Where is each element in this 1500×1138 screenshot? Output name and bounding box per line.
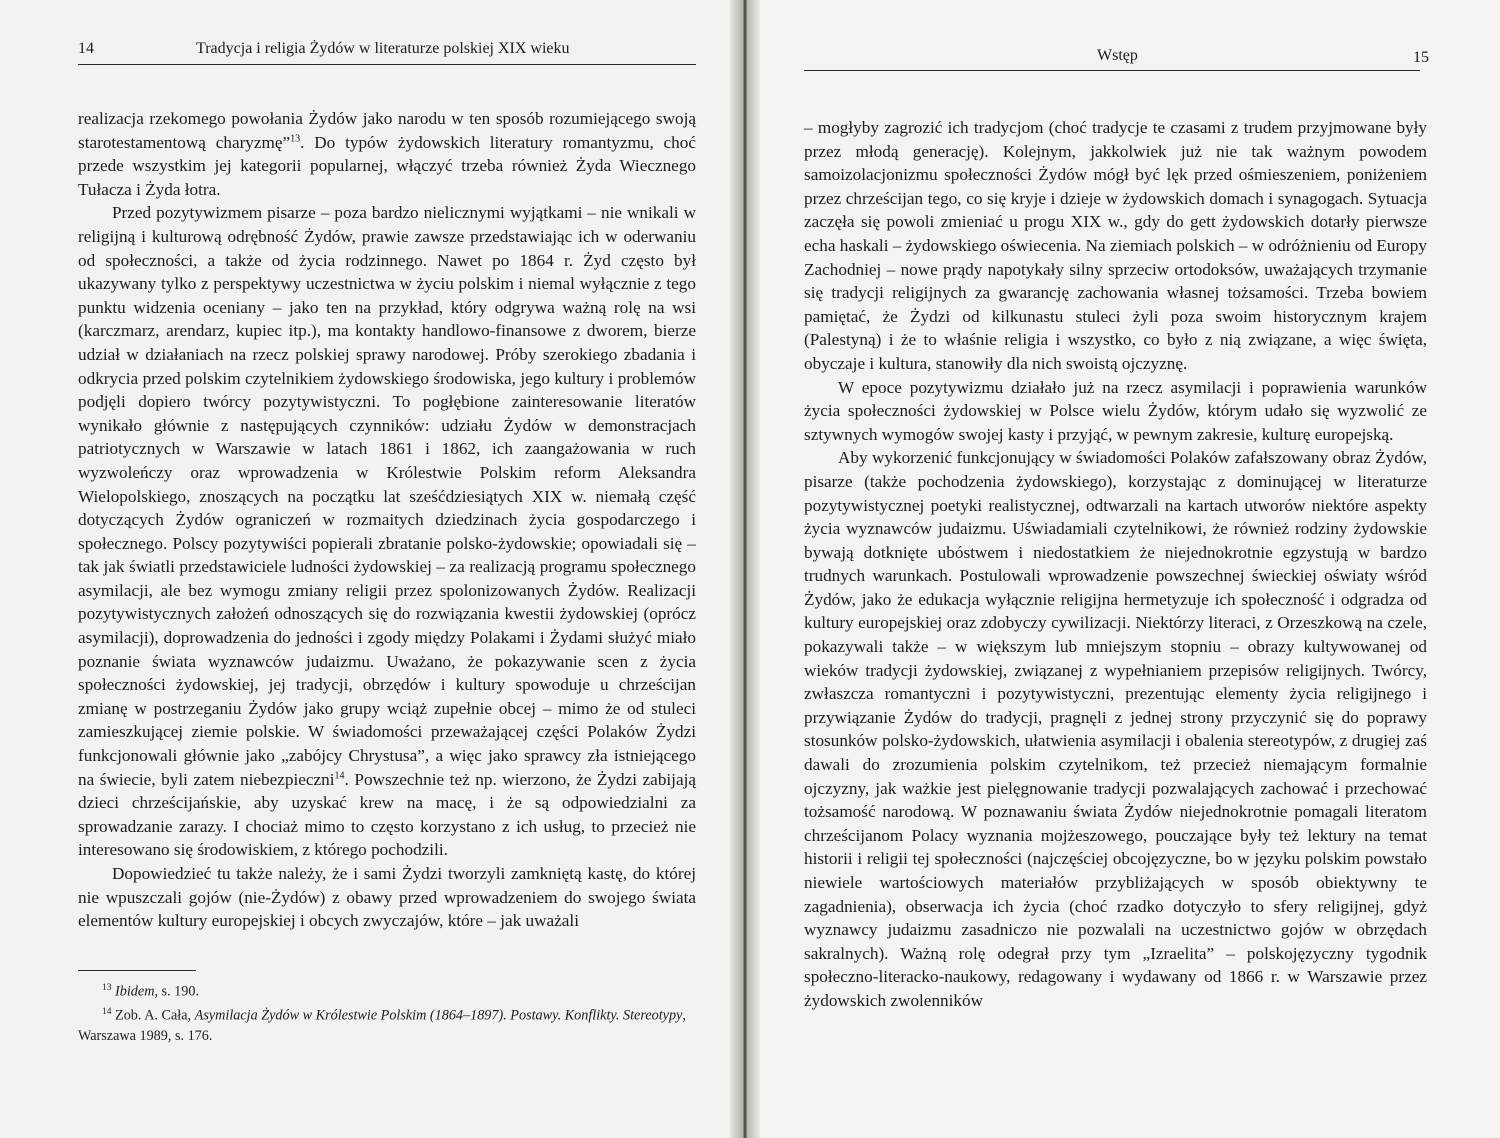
footnote-ref: 13	[290, 132, 301, 144]
paragraph: W epoce pozytywizmu działało już na rzecz asymilacji i poprawienia warunków życia społeczności żydowskiej w Polsce wielu Żydów, którym udało się wyzwolić ze sztywnych wymogów swojej kasty i przyjąć, w pewnym zakresie, kulturę europejską.	[804, 377, 1427, 444]
text-run: . Do typów żydowskich literatury romantyzmu, choć przede wszystkim jej kategorii popularnej, włączyć trzeba również Żyda Wiecznego Tułacza i Żyda łotra.	[78, 132, 696, 199]
text-run: Przed pozytywizmem pisarze – poza bardzo nielicznymi wyjątkami – nie wnikali w religijną i kulturową odrębność Żydów, prawie zawsze przedstawiając ich w oderwaniu od społeczności, a także od życia rodzinnego. Nawet po 1864 r. Żyd często był ukazywany tylko z perspektywy uczestnictwa w życiu polskim i niemal wyłącznie z tego punktu widzenia oceniany – jako ten na przykład, który odgrywa ważną rolę na wsi (karczmarz, arendarz, kupiec itp.), ma kontakty handlowo-finansowe z dworem, bierze udział w działaniach na rzecz polskiej sprawy narodowej. Próby szerokiego zbadania i odkrycia przed polskim czytelnikiem żydowskiego środowiska, jego kultury i problemów podjęli dopiero twórcy pozytywistyczni. To pogłębione zainteresowanie literatów wynikało głównie z następujących czynników: udziału Żydów w demonstracjach patriotycznych w Warszawie w latach 1861 i 1862, ich zaangażowania w ruch wyzwoleńczy oraz wprowadzenia w Królestwie Polskim reform Aleksandra Wielopolskiego, znoszących na początku lat sześćdziesiątych XIX w. niemałą część dotyczących Żydów ograniczeń w rozmaitych dziedzinach życia gospodarczego i społecznego. Polscy pozytywiści popierali zbratanie polsko-żydowskie; opowiadali się – tak jak światli przedstawiciele ludności żydowskiej – za realizacją programu społecznego asymilacji, ale bez wymogu zmiany religii przez spolonizowanych Żydów. Realizacji pozytywistycznych założeń odnoszących się do rozwiązania kwestii żydowskiej (oprócz asymilacji), doprowadzenia do jedności i zgody między Polakami i Żydami służyć miało poznanie świata wyznawców judaizmu. Uważano, że pokazywanie scen z życia społeczności żydowskiej, jej tradycji, obrzędów i kultury spowoduje u chrześcijan zmianę w postrzeganiu Żydów jako grupy wciąż zupełnie obcej – mimo że od stuleci zamieszkującej ziemie polskie. W świadomości przeważającej części Polaków Żydzi funkcjonowali głównie jako „zabójcy Chrystusa”, a więc jako sprawcy zła istniejącego na świecie, byli zatem niebezpieczni	[78, 203, 696, 789]
footnote-number: 14	[102, 1006, 112, 1017]
body-text	[78, 107, 696, 933]
footnote	[78, 978, 698, 1002]
footnote-ref: 14	[334, 769, 345, 781]
footnote-title: Ibidem	[115, 983, 155, 1000]
footnotes	[78, 978, 698, 1046]
footnote-text: , s. 190.	[154, 983, 199, 1000]
running-title: Wstęp	[1097, 47, 1138, 64]
paragraph	[78, 107, 696, 201]
text-run: realizacja rzekomego powołania Żydów jako narodu w ten sposób rozumiejącego swoją starotestamentową charyzmę”	[78, 109, 696, 152]
left-page	[0, 0, 744, 1138]
footnote-number: 13	[102, 983, 112, 993]
footnote-rule	[78, 970, 196, 971]
footnote-text: Zob. A. Cała,	[115, 1007, 195, 1024]
footnote	[78, 1002, 698, 1046]
page-number: 14	[78, 40, 94, 57]
header-rule	[78, 64, 696, 65]
paragraph: Dopowiedzieć tu także należy, że i sami Żydzi tworzyli zamkniętą kastę, do której nie wpuszczali gojów (nie-Żydów) z obawy przed wprowadzeniem do swojego świata elementów kultury europejskiej i obcych zwyczajów, które – jak uważali	[78, 864, 696, 931]
body-text	[804, 116, 1427, 1013]
right-page	[744, 0, 1500, 1138]
footnote-title: Asymilacja Żydów w Królestwie Polskim (1864–1897). Postawy. Konflikty. Stereotypy	[194, 1007, 683, 1024]
header-rule	[804, 70, 1420, 71]
paragraph: – mogłyby zagrozić ich tradycjom (choć tradycje te czasami z trudem przyjmowane były przez młodą generację). Kolejnym, jakkolwiek już nie tak ważnym powodem samoizolacjonizmu społeczności Żydów mógł być lęk przed ośmieszeniem, poniżeniem przez chrześcijan tego, co się kryje i dzieje w żydowskich domach i synagogach. Sytuacja zaczęła się powoli zmieniać u progu XIX w., gdy do gett żydowskich dotarły pierwsze echa haskali – żydowskiego oświecenia. Na ziemiach polskich – w odróżnieniu od Europy Zachodniej – nowe prądy napotykały silny sprzeciw ortodoksów, uważających trzymanie się tradycji religijnych za gwarancję zachowania własnej tożsamości. Trzeba bowiem pamiętać, że Żydzi od kilkunastu stuleci żyli poza swoim historycznym krajem (Palestyną) i że to właśnie religia i wszystko, co było z nią związane, a więc święta, obyczaje i kultura, stanowiły dla nich swoistą ojczyznę.	[804, 118, 1427, 373]
page-number: 15	[1413, 49, 1429, 66]
paragraph	[78, 201, 696, 862]
running-title: Tradycja i religia Żydów w literaturze polskiej XIX wieku	[196, 40, 570, 57]
paragraph: Aby wykorzenić funkcjonujący w świadomości Polaków zafałszowany obraz Żydów, pisarze (także pochodzenia żydowskiego), korzystając z dominującej w literaturze pozytywistycznej poetyki realistycznej, odtwarzali na kartach utworów niektóre aspekty życia wyznawców judaizmu. Uświadamiali czytelnikowi, że również rodziny żydowskie bywają dotknięte ubóstwem i niedostatkiem że niejednokrotnie egzystują w bardzo trudnych warunkach. Postulowali wprowadzenie powszechnej świeckiej oświaty wśród Żydów, jako że edukacja wyłącznie religijna hermetyzuje ich społeczność i odgradza od kultury europejskiej oraz zdobyczy cywilizacji. Niektórzy literaci, z Orzeszkową na czele, pokazywali także – w większym lub mniejszym stopniu – obrazy kultywowanej od wieków tradycji żydowskiej, związanej z wypełnianiem przepisów religijnych. Twórcy, zwłaszcza romantyczni i pozytywistyczni, prezentując elementy życia religijnego i przywiązanie Żydów do tradycji, pragnęli z jednej strony przyczynić się do poprawy stosunków polsko-żydowskich, ułatwienia asymilacji i obalenia stereotypów, z drugiej zaś dawali do zrozumienia polskim czytelnikom, też przecież niemającym formalnie ojczyzny, jak ważkie jest pielęgnowanie tradycji pozwalających zachować i przechować tożsamość narodową. W poznawaniu świata Żydów niejednokrotnie pomagali literatom chrześcijanom Polacy wyznania mojżeszowego, pouczające były też lektury na temat historii i religii tej społeczności (najczęściej obcojęzyczne, bo w języku polskim powstało niewiele wartościowych materiałów przybliżających w sposób obiektywny te zagadnienia), obserwacja ich życia (choć rzadko dotyczyło to sfery religijnej, gdyż wyznawcy judaizmu zasadniczo nie pozwalali na uczestnictwo gojów w obrzędach sakralnych). Ważną rolę odegrał przy tym „Izraelita” – polskojęzyczny tygodnik społeczno-literacko-naukowy, redagowany i wydawany od 1866 r. w Warszawie przez żydowskich zwolenników	[804, 448, 1427, 1010]
book-gutter	[730, 0, 760, 1138]
footnote-text: , Warszawa 1989, s. 176.	[78, 1007, 686, 1044]
text-run: . Powszechnie też np. wierzono, że Żydzi zabijają dzieci chrześcijańskie, aby uzyskać krew na macę, i że są odpowiedzialni za sprowadzanie zarazy. I chociaż mimo to często korzystano z ich usług, to przecież nie interesowano się środowiskiem, z którego pochodzili.	[78, 769, 696, 860]
